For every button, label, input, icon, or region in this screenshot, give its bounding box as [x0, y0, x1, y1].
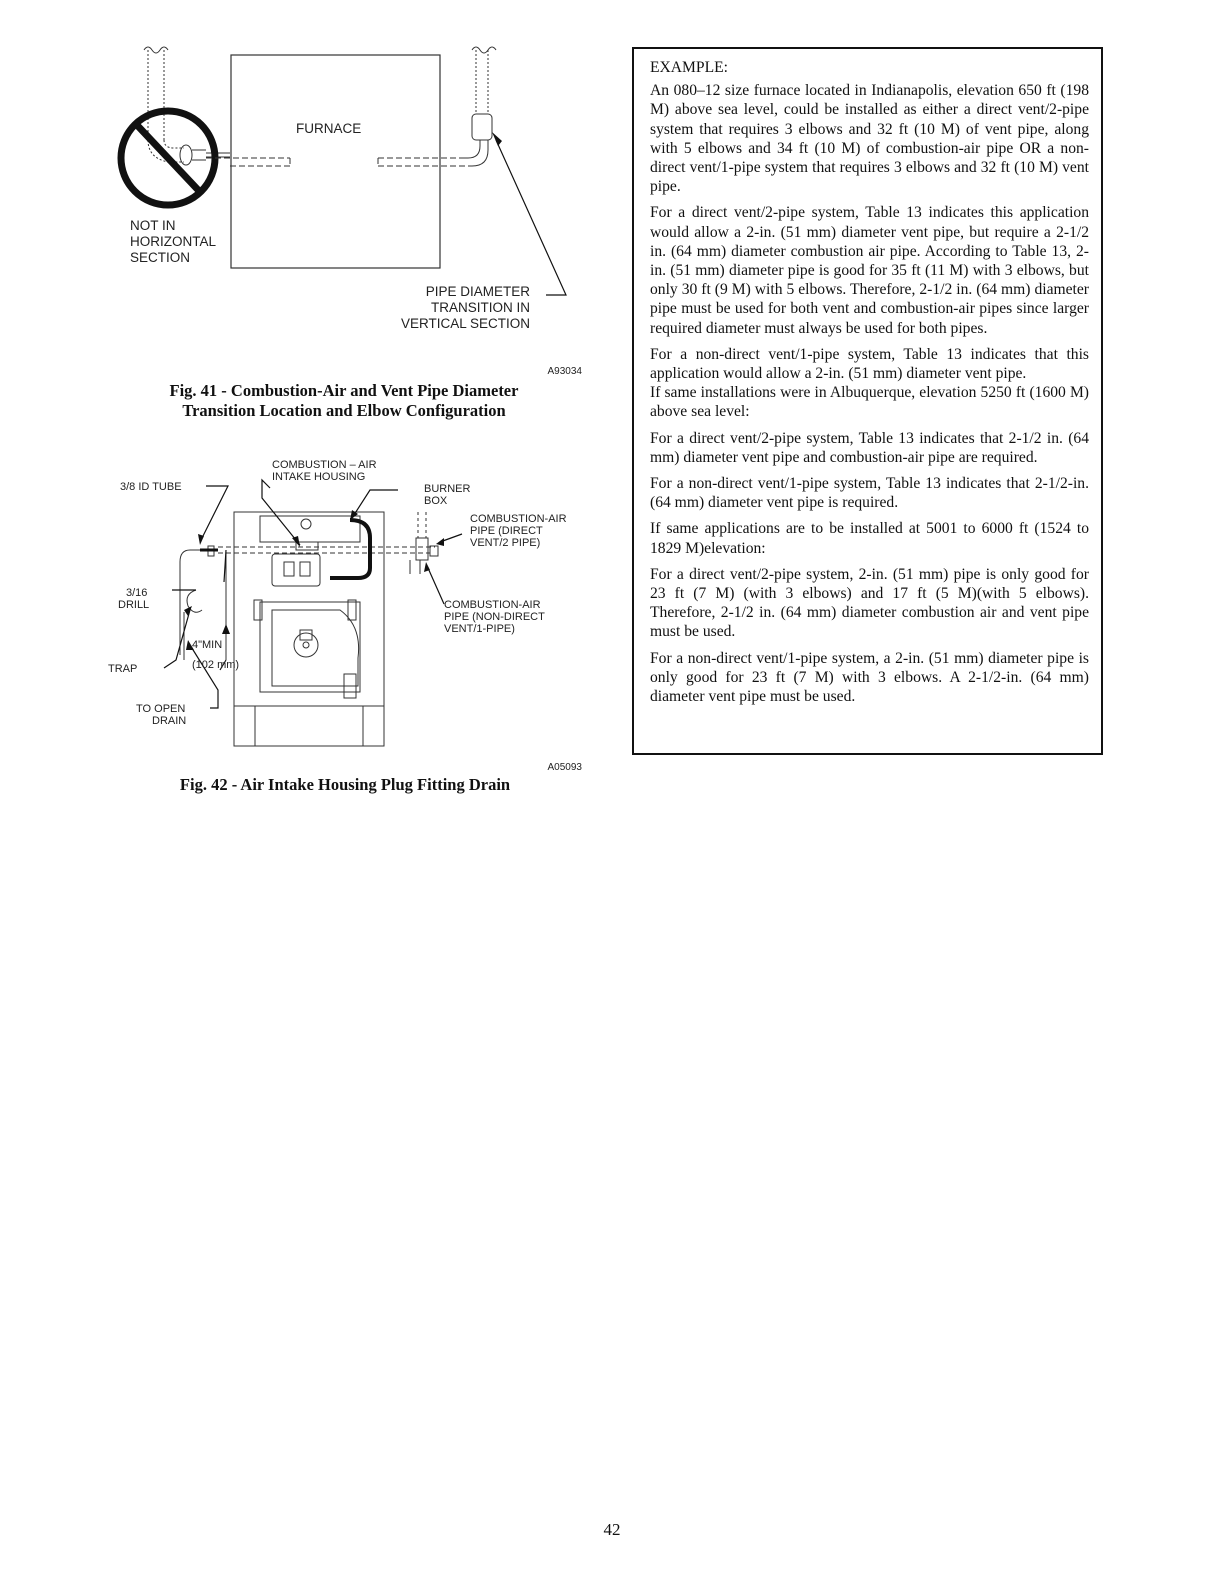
right-vent-pipe: [378, 47, 496, 166]
not-in-label-1: NOT IN: [130, 218, 176, 233]
example-paragraph: For a direct vent/2-pipe system, 2-in. (51 mm) pipe is only good for 23 ft (7 M) (with 3 elbows) and 17 ft (5 M)(with 5 elbows). Therefore, 2-1/2 in. (64 mm) diameter combustion air and vent pipe must be used.: [650, 565, 1089, 641]
nondirect-label-3: VENT/1-PIPE): [444, 623, 515, 635]
pipe-diameter-label-2: TRANSITION IN: [430, 300, 530, 315]
intake-housing: [260, 516, 360, 542]
fig41-caption-line2: Transition Location and Elbow Configuration: [182, 401, 506, 420]
fig41-diagram: [100, 40, 600, 375]
example-box: [632, 47, 1103, 755]
prohibited-icon: [121, 111, 215, 205]
example-paragraph: For a non-direct vent/1-pipe system, Table 13 indicates that 2-1/2-in. (64 mm) diameter vent pipe is required.: [650, 475, 1089, 512]
direct-label-2: PIPE (DIRECT: [470, 525, 543, 537]
gas-valve: [272, 554, 320, 586]
example-heading: EXAMPLE:: [650, 59, 728, 76]
fig41-caption-line1: Fig. 41 - Combustion-Air and Vent Pipe Diameter: [169, 381, 519, 400]
min-label-1: 4"MIN: [192, 639, 223, 651]
pipe-diameter-label-1: PIPE DIAMETER: [425, 284, 530, 299]
fig41-caption: [100, 381, 588, 421]
trap-label: TRAP: [108, 663, 138, 675]
example-paragraph: If same applications are to be installed at 5001 to 6000 ft (1524 to 1829 M)elevation:: [650, 520, 1089, 557]
fig42-diagram: [100, 450, 590, 775]
open-drain-label-2: DRAIN: [152, 715, 187, 727]
example-paragraph: An 080–12 size furnace located in Indianapolis, elevation 650 ft (198 M) above sea level, could be installed as either a direct vent/2-pipe system that requires 3 elbows and 32 ft (10 M) of vent pipe, along with 5 elbows and 34 ft (10 M) of combustion-air pipe OR a non-direct vent/1-pipe system that requires 3 elbows and 32 ft (10 M) vent pipe.: [650, 82, 1089, 196]
not-in-label-3: SECTION: [130, 250, 191, 265]
example-paragraph: For a direct vent/2-pipe system, Table 13 indicates that 2-1/2 in. (64 mm) diameter vent pipe and combustion-air pipe are required.: [650, 429, 1089, 466]
furnace-cabinet: [234, 512, 384, 706]
min-label-2: (102 mm): [192, 659, 240, 671]
blower-assembly: [260, 602, 360, 692]
direct-label-3: VENT/2 PIPE): [470, 537, 541, 549]
nondirect-label-2: PIPE (NON-DIRECT: [444, 611, 545, 623]
page-number: 42: [603, 1520, 621, 1539]
furnace-label: FURNACE: [296, 121, 362, 136]
fig42-caption: [100, 775, 590, 795]
fig41-code: A93034: [547, 366, 582, 375]
drill-label-1: 3/16: [126, 587, 148, 599]
example-paragraph: For a direct vent/2-pipe system, Table 13 indicates this application would allow a 2-in. (51 mm) diameter vent pipe, but require a 2-1/2 in. (64 mm) diameter combustion air pipe. According to Table 13, 2-in. (51 mm) diameter pipe is good for 35 ft (11 M) with 3 elbows, but only 30 ft (9 M) with 5 elbows. Therefore, 2-1/2 in. (64 mm) diameter pipe must be used for both vent and combustion-air pipes since larger required diameter must always be used for both pipes.: [650, 204, 1089, 337]
fig42-code: A05093: [547, 762, 582, 773]
example-paragraph: If same installations were in Albuquerque, elevation 5250 ft (1600 M) above sea level:: [650, 384, 1089, 421]
open-drain-label-1: TO OPEN: [136, 703, 186, 715]
not-in-label-2: HORIZONTAL: [130, 234, 217, 249]
nondirect-label-1: COMBUSTION-AIR: [444, 599, 541, 611]
tube-label: 3/8 ID TUBE: [120, 481, 182, 493]
example-paragraph: For a non-direct vent/1-pipe system, Table 13 indicates that this application would allow a 2-in. (51 mm) diameter vent pipe.: [650, 345, 1089, 383]
pipe-diameter-label-3: VERTICAL SECTION: [400, 316, 530, 331]
drill-label-2: DRILL: [118, 599, 150, 611]
intake-label-1: COMBUSTION – AIR: [272, 459, 377, 471]
furnace-box: [231, 55, 440, 268]
intake-label-2: INTAKE HOUSING: [272, 471, 366, 483]
fig42-caption-line1: Fig. 42 - Air Intake Housing Plug Fitting Drain: [179, 775, 511, 794]
direct-label-1: COMBUSTION-AIR: [470, 513, 567, 525]
burner-label-1: BURNER: [424, 483, 471, 495]
burner-label-2: BOX: [424, 495, 448, 507]
example-paragraph: For a non-direct vent/1-pipe system, a 2-in. (51 mm) diameter pipe is only good for 23 ft (7 M) with 3 elbows. A 2-1/2-in. (64 mm) diameter vent pipe must be used.: [650, 649, 1089, 706]
